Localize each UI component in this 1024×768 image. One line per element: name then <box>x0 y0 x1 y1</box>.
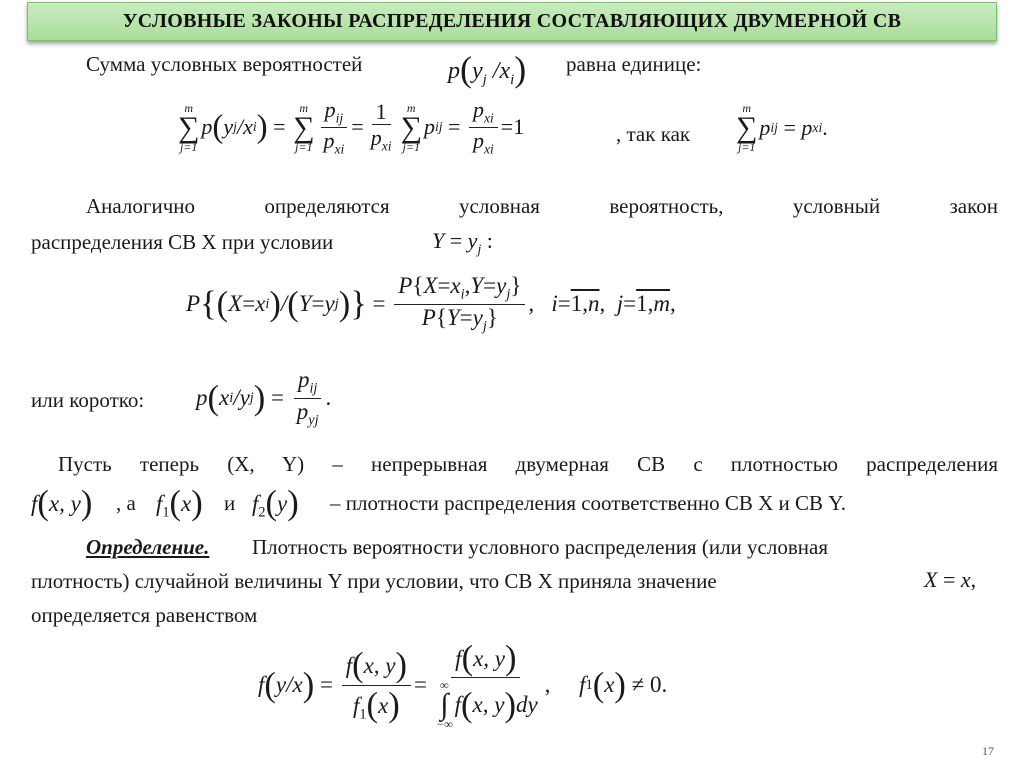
definition-word: Определение. <box>86 535 210 559</box>
short-form-label: или коротко: <box>31 388 145 412</box>
text-densities: – плотности распределения соответственно СВ X и СВ Y. <box>330 491 846 515</box>
text-and-a: , а <box>116 491 136 515</box>
intro-text-end: равна единице: <box>566 52 702 76</box>
slide-title-banner <box>27 2 997 41</box>
slide-title: УСЛОВНЫЕ ЗАКОНЫ РАСПРЕДЕЛЕНИЯ СОСТАВЛЯЮЩИХ ДВУМЕРНОЙ СВ <box>122 10 902 32</box>
formula-sum-pij: m ∑ j=1 p ij = p xi . <box>736 101 828 154</box>
formula-p-yj-xi: $p(y_j$ $/x_i$) <box>448 49 527 89</box>
paragraph-continuous: Пусть теперь (X, Y) – непрерывная двумерная СВ с плотностью распределения <box>58 452 998 476</box>
paragraph-similarly: Аналогично определяются условная вероятность, условный закон <box>86 194 998 218</box>
formula-x-eq-x: X = x, <box>924 567 977 592</box>
page-number: 17 <box>982 744 994 758</box>
so-as-text: , так как <box>616 122 691 146</box>
definition-text-2: плотность) случайной величины Y при условии, что СВ X приняла значение <box>31 569 717 593</box>
formula-f2-y: $f_2(y)$ <box>252 484 299 522</box>
formula-short: p ( x i /y j ) = $\frac{p_{ij}}{p_{yj}}$ . <box>196 367 332 429</box>
formula-f-xy: f(x, y) <box>31 484 93 522</box>
definition-text-3: определяется равенством <box>31 603 258 627</box>
definition-label <box>86 535 209 560</box>
formula-conditional-density: f ( y/x ) = $\frac{f(x, y)}{f_1(x)}$ = f(x, y) ∞ ∫ −∞ f ( x, y ) dy , f 1 ( x ) ≠ 0. <box>258 639 668 732</box>
definition-text-1: Плотность вероятности условного распределения (или условная <box>252 535 828 559</box>
text-and-i: и <box>224 491 236 515</box>
formula-y-eq-yj: $Y = y_j$ : <box>432 228 493 257</box>
formula-sum-conditional: m ∑ j=1 p ( y j /x i ) = m ∑ j=1 $\frac{p_{ij}}{p_{xi}}$ = $\frac{1}{p_{xi}}$ m ∑ j=1 p ij = $\frac{p_{xi}}{p_{xi}}$ =1 <box>178 97 525 157</box>
paragraph-similarly-cont: распределения СВ X при условии <box>31 230 334 254</box>
intro-text: Сумма условных вероятностей <box>86 52 363 76</box>
formula-conditional-probability: P {( X = x i ) / ( Y = y j )} = $\frac{P\{X=x_i,Y=y_j\}}{P\{Y=y_j\}}$ , i = 1,n , j = 1,m , <box>186 273 676 335</box>
formula-f1-x: $f_1(x)$ <box>156 484 203 522</box>
